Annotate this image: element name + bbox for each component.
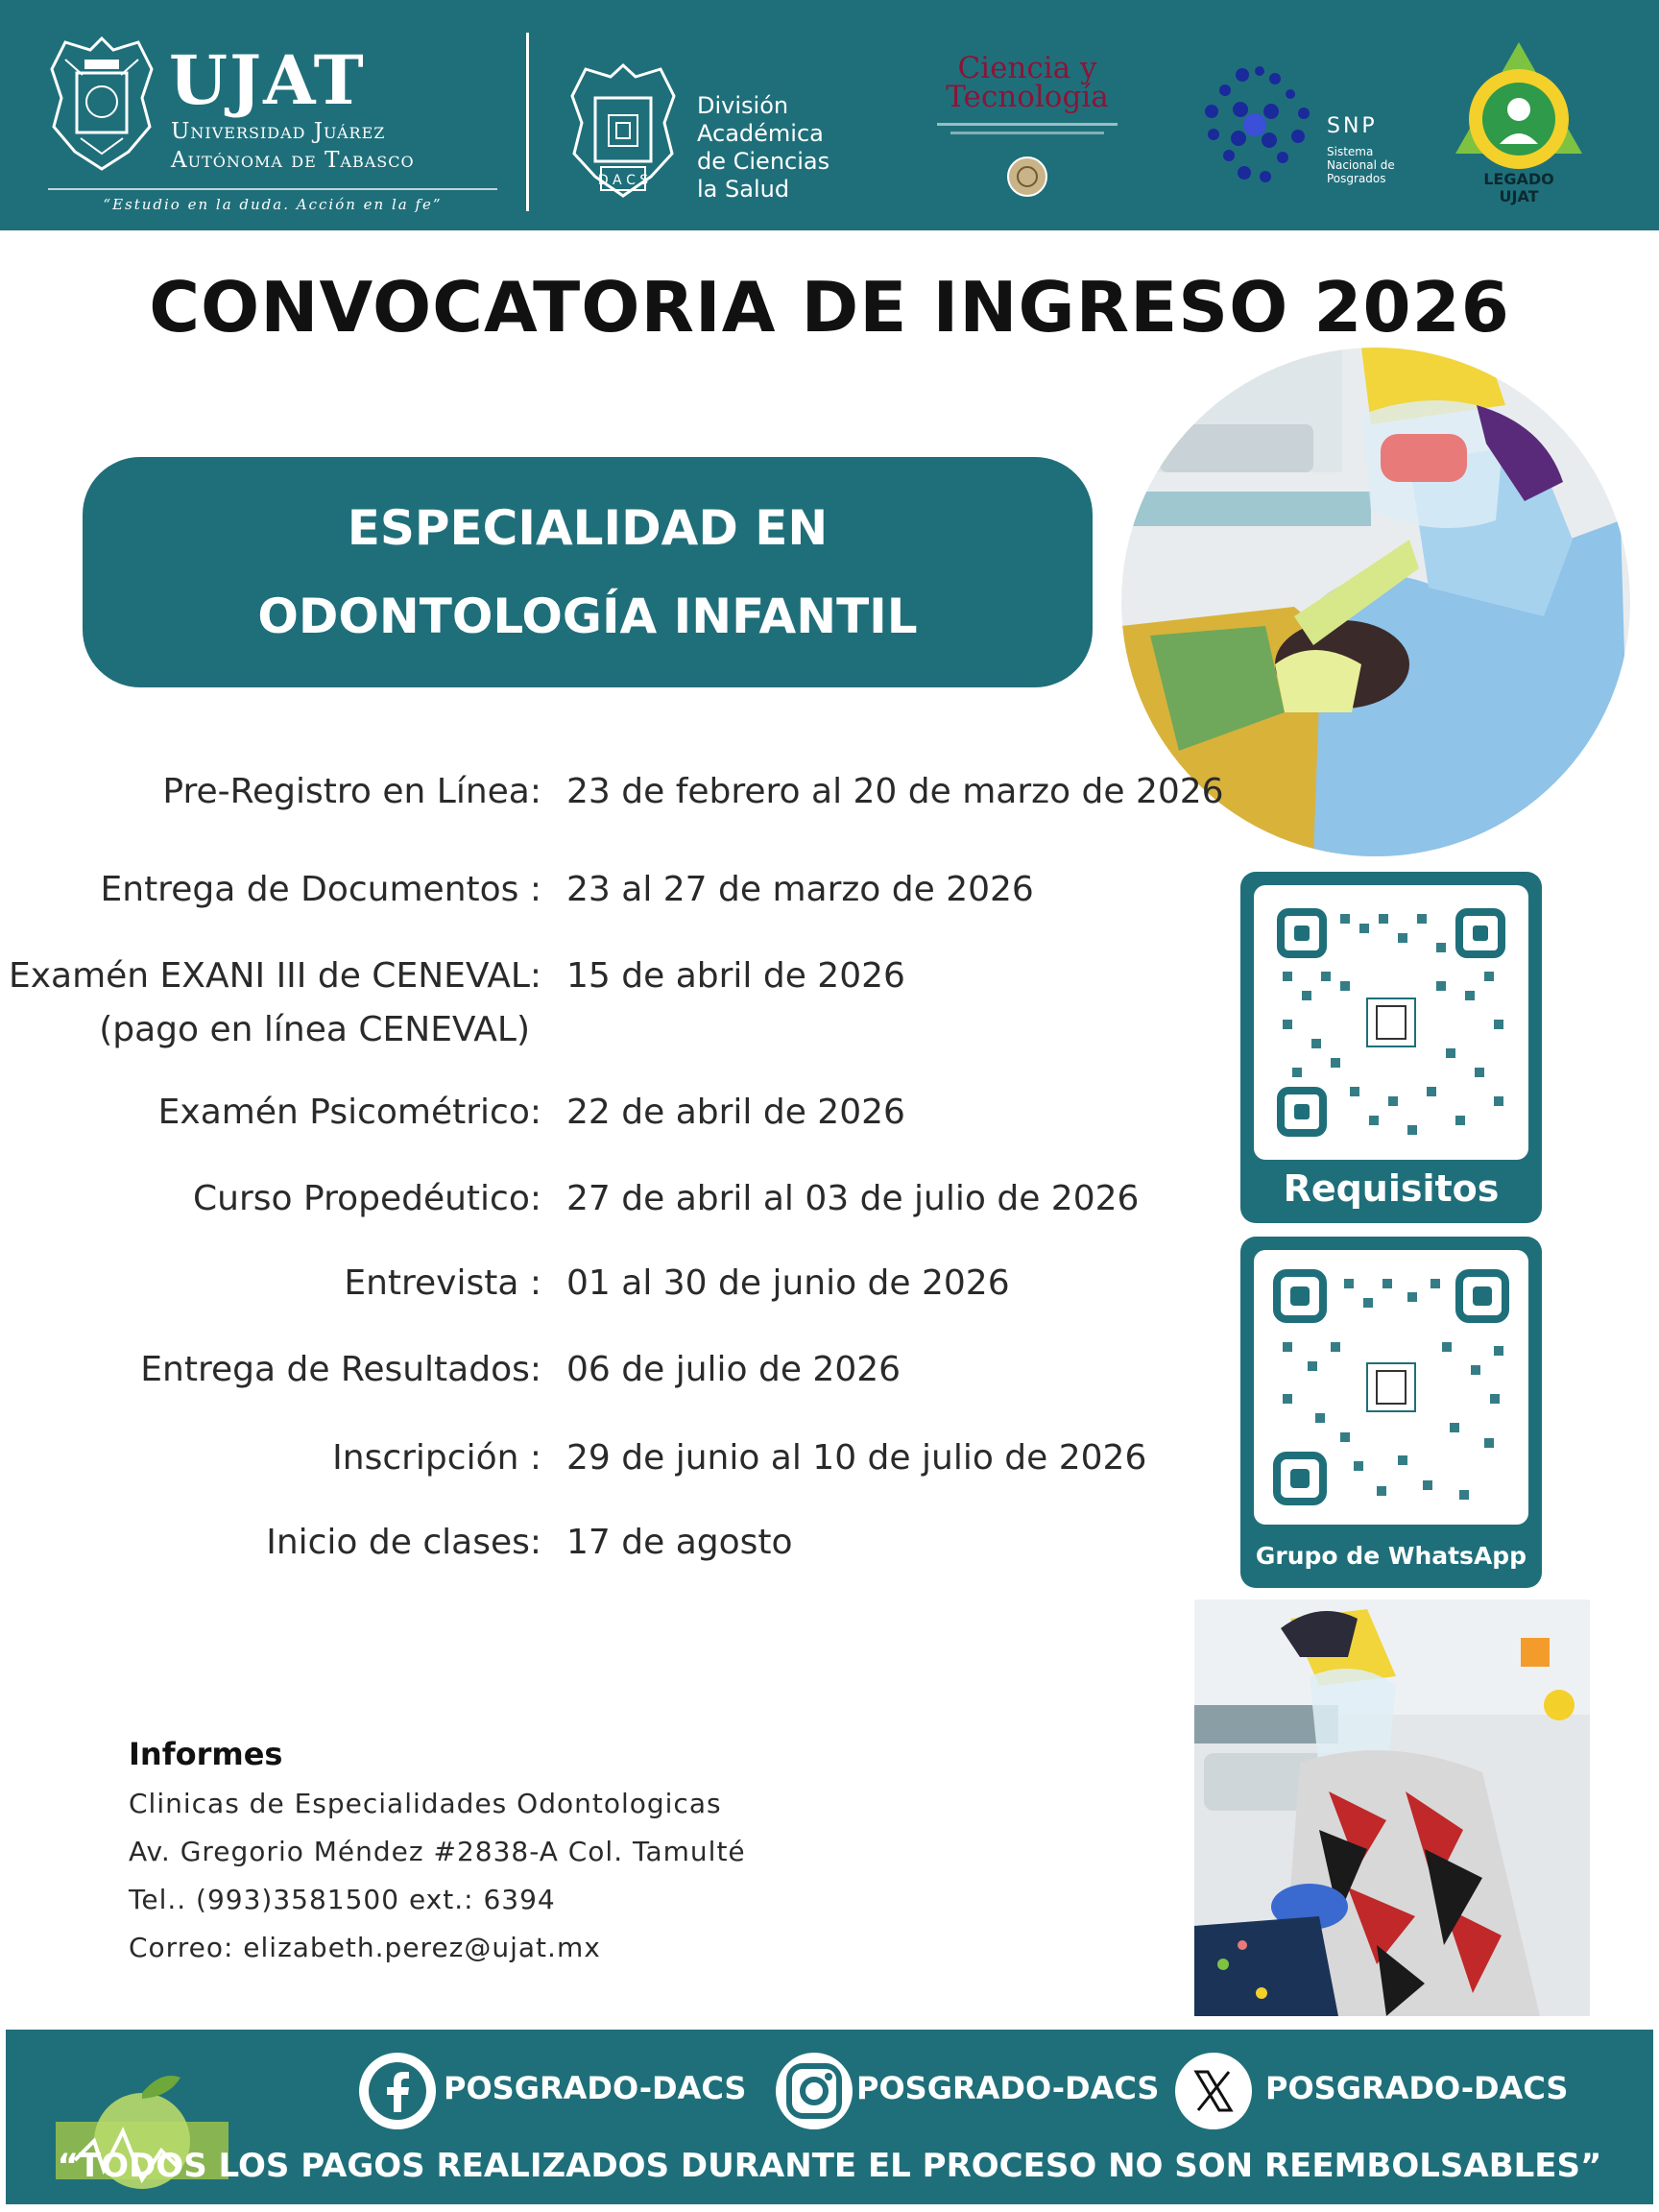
schedule-date: 29 de junio al 10 de julio de 2026 <box>566 1438 1147 1478</box>
program-line2: ODONTOLOGÍA INFANTIL <box>257 589 918 644</box>
schedule-label: Inicio de clases: <box>266 1523 541 1562</box>
program-name-box <box>83 457 1093 687</box>
requisitos-qr-card[interactable] <box>1240 872 1542 1223</box>
refund-policy-note: “TODOS LOS PAGOS REALIZADOS DURANTE EL PROCESO NO SON REEMBOLSABLES” <box>57 2147 1602 2185</box>
header-divider <box>526 33 529 211</box>
informes-phone: Tel.. (993)3581500 ext.: 6394 <box>129 1884 556 1915</box>
schedule-label: Entrevista : <box>344 1263 541 1303</box>
informes-address: Av. Gregorio Méndez #2838-A Col. Tamulté <box>129 1836 746 1867</box>
schedule-date: 27 de abril al 03 de julio de 2026 <box>566 1179 1140 1218</box>
snp-line: Posgrados <box>1327 172 1386 185</box>
dentist-clinic-photo <box>1194 1599 1590 2016</box>
schedule-date: 15 de abril de 2026 <box>566 956 905 996</box>
snp-line: Sistema <box>1327 145 1374 158</box>
facebook-icon[interactable] <box>359 2053 436 2129</box>
schedule-label: Entrega de Resultados: <box>140 1350 541 1389</box>
ujat-fullname-line1: Universidad Juárez <box>171 119 386 144</box>
cyt-line2: Tecnología <box>946 80 1109 114</box>
whatsapp-qr-card[interactable] <box>1240 1237 1542 1588</box>
x-glyph <box>1175 2053 1252 2129</box>
ciencia-tecnologia-logo-text <box>931 51 1123 114</box>
program-line1: ESPECIALIDAD EN <box>347 500 829 556</box>
ujat-fullname-line2: Autónoma de Tabasco <box>171 148 415 173</box>
informes-email: Correo: elizabeth.perez@ujat.mx <box>129 1932 601 1963</box>
schedule-label-note: (pago en línea CENEVAL) <box>99 1010 530 1049</box>
mexico-seal-icon <box>1006 156 1048 198</box>
ujat-divider-line <box>48 188 497 190</box>
schedule-label: Curso Propedéutico: <box>193 1179 541 1218</box>
facebook-handle[interactable]: POSGRADO-DACS <box>444 2070 747 2106</box>
cyt-line1: Ciencia y <box>957 51 1097 85</box>
whatsapp-group-label: Grupo de WhatsApp <box>1255 1542 1527 1570</box>
ujat-acronym: UJAT <box>169 40 366 120</box>
schedule-date: 01 al 30 de junio de 2026 <box>566 1263 1010 1303</box>
legado-line: UJAT <box>1499 187 1539 205</box>
schedule-date: 23 de febrero al 20 de marzo de 2026 <box>566 772 1224 811</box>
cyt-small-print-graphic <box>933 119 1121 142</box>
schedule-label: Examén Psicométrico: <box>157 1093 541 1132</box>
qr-code-icon <box>1254 1250 1528 1525</box>
division-line: División <box>697 92 789 119</box>
qr-code-icon <box>1254 885 1528 1160</box>
x-handle[interactable]: POSGRADO-DACS <box>1265 2070 1569 2106</box>
svg-text:D A C S: D A C S <box>597 173 649 188</box>
facebook-glyph <box>359 2053 436 2129</box>
schedule-label: Examén EXANI III de CENEVAL: <box>8 956 541 996</box>
informes-clinic: Clinicas de Especialidades Odontologicas <box>129 1788 722 1819</box>
division-line: Académica <box>697 120 824 147</box>
instagram-handle[interactable]: POSGRADO-DACS <box>856 2070 1160 2106</box>
requisitos-label: Requisitos <box>1283 1167 1500 1210</box>
snp-line: Nacional de <box>1327 158 1395 172</box>
schedule-date: 17 de agosto <box>566 1523 793 1562</box>
instagram-icon[interactable] <box>776 2053 853 2129</box>
x-icon[interactable] <box>1175 2053 1252 2129</box>
ujat-motto: “Estudio en la duda. Acción en la fe” <box>103 196 443 213</box>
ujat-eagle-crest-logo <box>46 31 157 175</box>
schedule-date: 06 de julio de 2026 <box>566 1350 902 1389</box>
schedule-label: Pre-Registro en Línea: <box>162 772 541 811</box>
page-title: CONVOCATORIA DE INGRESO 2026 <box>149 267 1510 348</box>
qr-code-whatsapp[interactable] <box>1254 1250 1528 1525</box>
division-line: de Ciencias <box>697 148 830 175</box>
division-line: la Salud <box>697 176 790 203</box>
legado-line: LEGADO <box>1483 170 1554 188</box>
schedule-label: Inscripción : <box>332 1438 541 1478</box>
schedule-label: Entrega de Documentos : <box>100 870 541 909</box>
snp-sistema-nacional-posgrados-logo <box>1183 56 1413 200</box>
dacs-crest-logo <box>566 60 680 204</box>
qr-code-requisitos[interactable] <box>1254 885 1528 1160</box>
division-name <box>697 92 830 204</box>
informes-heading: Informes <box>129 1736 283 1772</box>
schedule-date: 23 al 27 de marzo de 2026 <box>566 870 1034 909</box>
schedule-date: 22 de abril de 2026 <box>566 1093 905 1132</box>
snp-abbr: SNP <box>1327 114 1378 138</box>
legado-ujat-logo <box>1452 38 1586 207</box>
instagram-glyph <box>776 2053 853 2129</box>
